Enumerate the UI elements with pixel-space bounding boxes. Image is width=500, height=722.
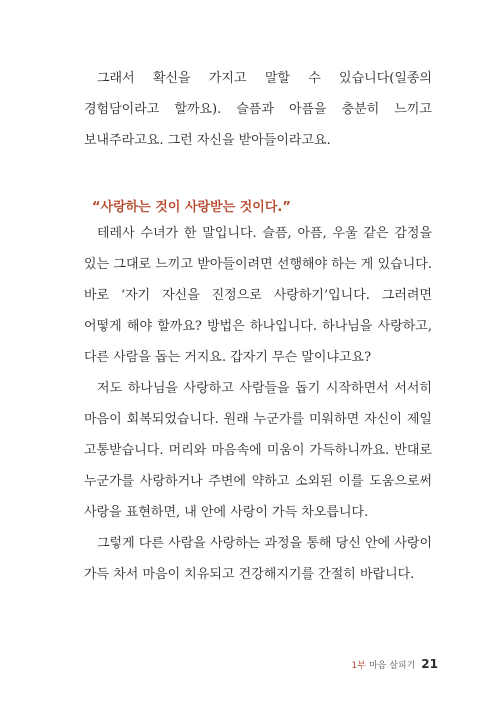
quote-heading: “사랑하는 것이 사랑받는 것이다.” — [92, 200, 291, 215]
footer-part-label: 1부 — [351, 661, 366, 671]
body-paragraph: 그래서 확신을 가지고 말할 수 있습니다(일종의 경험담이라고 할까요). 슬픔과 아픔을 충분히 느끼고 보내주라고요. 그런 자신을 받아들이라고요. — [84, 71, 432, 148]
footer-section-title: 마음 살피기 — [368, 661, 416, 671]
text-block-bottom — [84, 198, 432, 590]
body-paragraph: 저도 하나님을 사랑하고 사람들을 돕기 시작하면서 서서히 마음이 회복되었습니다. 원래 누군가를 미워하면 자신이 제일 고통받습니다. 머리와 마음속에 미움이 가득하니까요. 반대로 누군가를 사랑하거나 주변에 약하고 소외된 이를 도움으로써 사랑을 표현하면, 내 안에 사랑이 가득 차오릅니다. — [84, 381, 432, 520]
page-number: 21 — [421, 657, 438, 671]
body-paragraph: 그렇게 다른 사람을 사랑하는 과정을 통해 당신 안에 사랑이 가득 차서 마음이 치유되고 건강해지기를 간절히 바랍니다. — [84, 536, 432, 582]
body-paragraph: 테레사 수녀가 한 말입니다. 슬픔, 아픔, 우울 같은 감정을 있는 그대로 느끼고 받아들이려면 선행해야 하는 게 있습니다. 바로 ‘자기 자신을 진정으로 사랑하기’입니다. 그러려면 어떻게 해야 할까요? 방법은 하나입니다. 하나님을 사랑하고, 다른 사람을 돕는 거지요. 갑자기 무슨 말이냐고요? — [84, 226, 432, 365]
text-block-top — [84, 63, 432, 156]
page-footer — [352, 657, 438, 671]
